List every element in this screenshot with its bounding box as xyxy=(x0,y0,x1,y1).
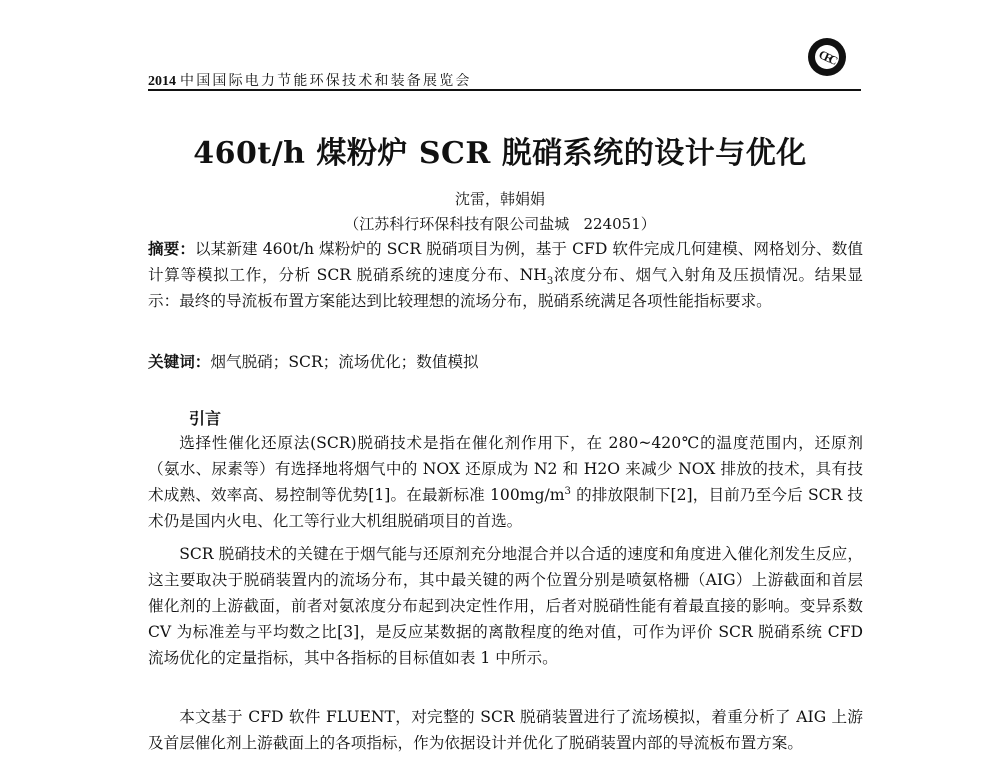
intro-p1-part2: 的排放限制下[2]，目前乃至今后 SCR 技术仍是国内火电、化工等行业大机组脱硝项目的首选。 xyxy=(148,486,863,530)
keywords-text: 烟气脱硝；SCR；流场优化；数值模拟 xyxy=(210,353,479,371)
abstract-label: 摘要： xyxy=(148,239,195,258)
header-rule xyxy=(148,89,861,91)
paper-affiliation: （江苏科行环保科技有限公司盐城 224051） xyxy=(344,215,656,233)
intro-p2-text: SCR 脱硝技术的关键在于烟气能与还原剂充分地混合并以合适的速度和角度进入催化剂发生反应，这主要取决于脱硝装置内的流场分布，其中最关键的两个位置分别是喷氨格栅（AIG）上游截面和首层催化剂的上游截面，前者对氨浓度分布起到决定性作用，后者对脱硝性能有着最直接的影响。变异系数 CV 为标准差与平均数之比[3]，是反应某数据的离散程度的绝对值，可作为评价 SCR 脱硝系统 CFD 流场优化的定量指标，其中各指标的目标值如表 1 中所示。 xyxy=(148,545,863,667)
abstract-subscript: 3 xyxy=(546,276,554,288)
conference-logo-icon xyxy=(808,38,846,76)
intro-paragraph-2 xyxy=(148,541,863,671)
running-header xyxy=(148,70,472,90)
keywords xyxy=(148,349,863,375)
logo-text: CEC xyxy=(811,41,843,73)
intro-p3-text: 本文基于 CFD 软件 FLUENT，对完整的 SCR 脱硝装置进行了流场模拟，着重分析了 AIG 上游及首层催化剂上游截面上的各项指标，作为依据设计并优化了脱硝装置内部的导流板布置方案。 xyxy=(148,708,863,752)
abstract-text-part2: 浓度分布、烟气入射角及压损情况。结果显示：最终的导流板布置方案能达到比较理想的流场分布，脱硝系统满足各项性能指标要求。 xyxy=(148,266,863,310)
intro-p1-superscript: 3 xyxy=(564,485,571,497)
intro-paragraph-3 xyxy=(148,704,863,756)
paper-authors: 沈雷，韩娟娟 xyxy=(454,190,545,208)
header-conference: 中国国际电力节能环保技术和装备展览会 xyxy=(180,73,472,89)
keywords-label: 关键词： xyxy=(148,352,211,371)
abstract xyxy=(148,236,863,314)
header-year: 2014 xyxy=(148,74,176,89)
paper-title: 460t/h 煤粉炉 SCR 脱硝系统的设计与优化 xyxy=(193,136,807,171)
abstract-text-part1: 以某新建 460t/h 煤粉炉的 SCR 脱硝项目为例，基于 CFD 软件完成几何建模、网格划分、数值计算等模拟工作，分析 SCR 脱硝系统的速度分布、NH xyxy=(148,240,863,284)
intro-paragraph-1 xyxy=(148,430,863,534)
intro-p1-part1: 选择性催化还原法(SCR)脱硝技术是指在催化剂作用下，在 280~420℃的温度范围内，还原剂（氨水、尿素等）有选择地将烟气中的 NOX 还原成为 N2 和 H2O 来减少 NOX 排放的技术，具有技术成熟、效率高、易控制等优势[1]。在最新标准 100mg/m xyxy=(148,434,863,504)
section-heading-introduction: 引言 xyxy=(189,409,222,428)
